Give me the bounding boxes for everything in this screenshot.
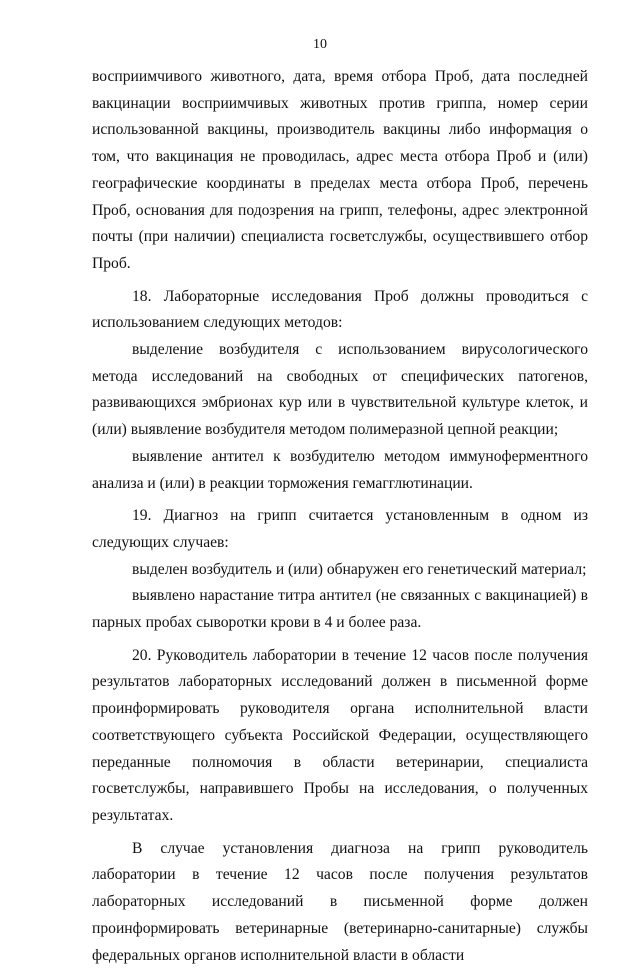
paragraph-notification: В случае установления диагноза на грипп руководитель лаборатории в течение 12 часов после получения результатов лабораторных исследований в письменной форме должен проинформировать ветеринарные (ветеринарно-санитарные) службы федеральных органов исполнительной власти в области [92,839,588,964]
paragraph-item-20: 20. Руководитель лаборатории в течение 12 часов после получения результатов лабораторных исследований должен в письменной форме проинформировать руководителя органа исполнительной власти соответствующего субъекта Российской Федерации, осуществляющего переданные полномочия в области ветеринарии, специалиста госветслужбы, направившего Пробы на исследования, о полученных результатах. [92,646,588,824]
paragraph-continuation: восприимчивого животного, дата, время отбора Проб, дата последней вакцинации восприимчивых животных против гриппа, номер серии использованной вакцины, производитель вакцины либо информация о том, что вакцинация не проводилась, адрес места отбора Проб и (или) географические координаты в пределах места отбора Проб, перечень Проб, основания для подозрения на грипп, телефоны, адрес электронной почты (при наличии) специалиста госветслужбы, осуществившего отбор Проб. [92,68,588,272]
paragraph-diagnosis-case-2: выявлено нарастание титра антител (не связанных с вакцинацией) в парных пробах сыворотки крови в 4 и более раза. [92,587,588,632]
page-number: 10 [313,37,327,52]
paragraph-item-19: 19. Диагноз на грипп считается установленным в одном из следующих случаев: [92,507,588,551]
paragraph-method-virology: выделение возбудителя с использованием вирусологического метода исследований на свободных от специфических патогенов, развивающихся эмбрионах кур или в чувствительной культуре клеток, и (или) выявление возбудителя методом полимеразной цепной реакции; [92,341,588,439]
document-body [92,64,588,969]
paragraph-item-18: 18. Лабораторные исследования Проб должны проводиться с использованием следующих методов: [92,287,588,332]
paragraph-method-antibodies: выявление антител к возбудителю методом иммуноферментного анализа и (или) в реакции торможения гемагглютинации. [92,447,588,492]
paragraph-diagnosis-case-1: выделен возбудитель и (или) обнаружен его генетический материал; [132,560,587,578]
